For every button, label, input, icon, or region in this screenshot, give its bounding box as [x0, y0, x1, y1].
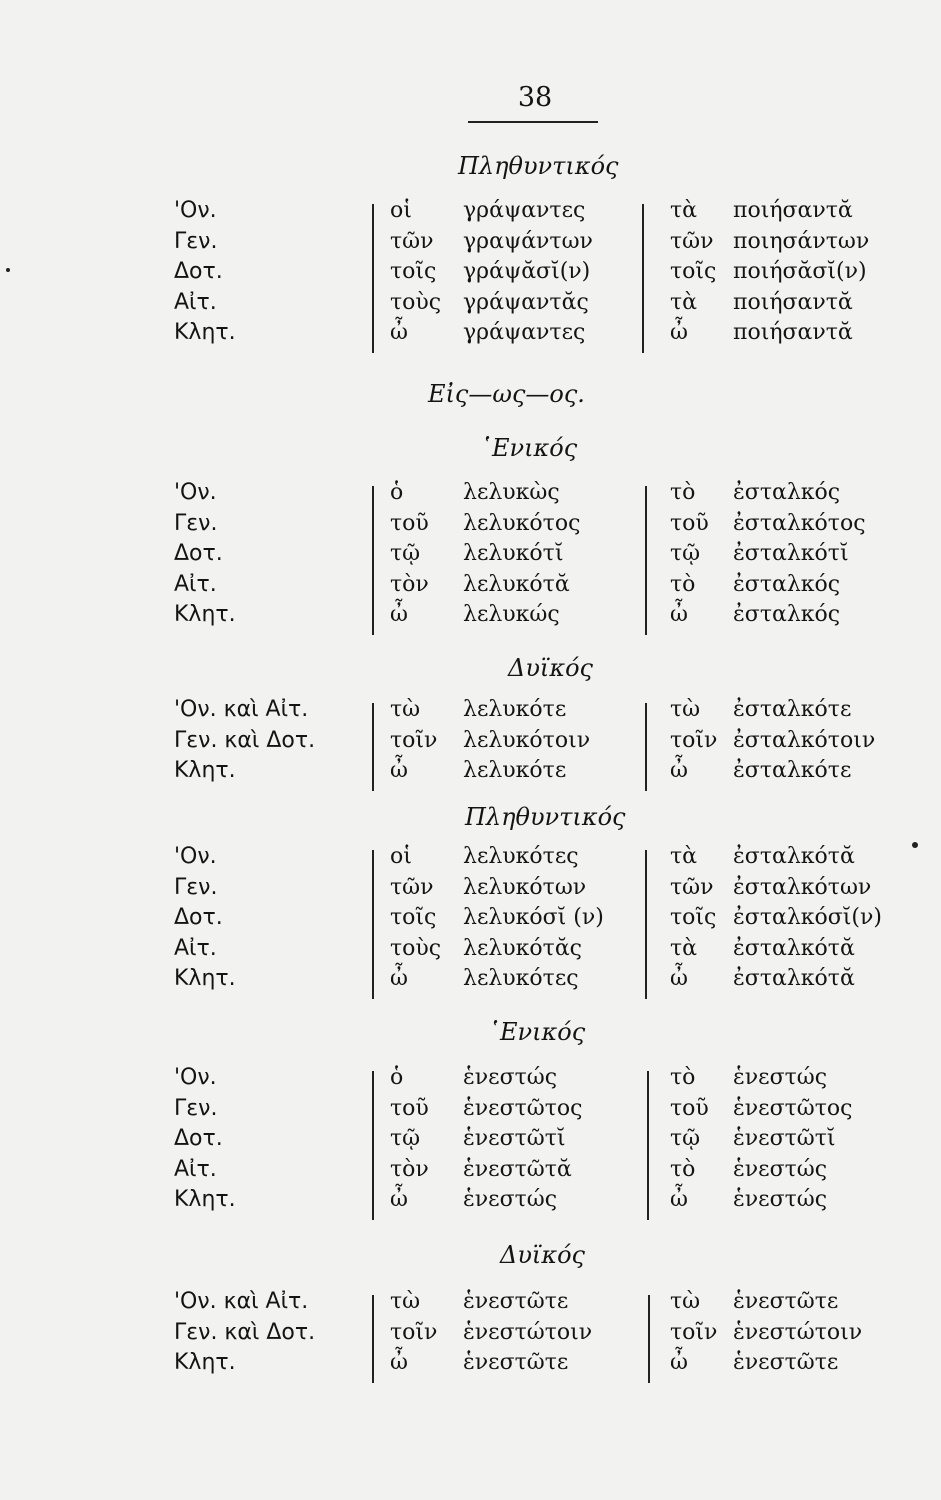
- case-label: 'Ον.: [174, 1065, 217, 1090]
- form-neut: ἐσταλκότᾰ: [733, 935, 855, 961]
- case-label: Γεν.: [174, 874, 218, 900]
- article-masc: τὸν: [390, 571, 429, 597]
- column-divider: [372, 703, 374, 791]
- section-heading: Πληθυντικός: [465, 803, 626, 831]
- table-row: [0, 905, 941, 936]
- form-masc: λελυκότες: [463, 844, 579, 869]
- case-label: 'Ον.: [174, 844, 217, 869]
- article-neut: τοῖν: [670, 1319, 718, 1345]
- article-neut: τὼ: [670, 697, 701, 722]
- article-masc: ὦ: [390, 1187, 408, 1212]
- header-rule: [468, 121, 598, 123]
- form-masc: λελυκότε: [463, 697, 567, 722]
- table-row: [0, 198, 941, 229]
- article-masc: ὦ: [390, 758, 408, 783]
- article-neut: τῷ: [670, 541, 701, 566]
- article-neut: τὸ: [670, 480, 696, 505]
- form-masc: λελυκότᾰς: [463, 935, 583, 961]
- table-row: [0, 1126, 941, 1157]
- section-heading: Δυϊκός: [508, 654, 593, 682]
- article-neut: τὸ: [670, 1156, 696, 1182]
- table-row: [0, 1187, 941, 1218]
- article-neut: ὦ: [670, 602, 688, 627]
- form-neut: ἑνεστῶτε: [733, 1350, 839, 1375]
- form-neut: ἐσταλκότε: [733, 697, 852, 722]
- form-neut: ἑνεστώς: [733, 1156, 828, 1182]
- form-masc: λελυκότοιν: [463, 727, 591, 753]
- form-masc: γράψᾰσῐ(ν): [463, 259, 591, 284]
- form-neut: ἐσταλκότᾰ: [733, 844, 855, 869]
- table-row: [0, 936, 941, 967]
- form-neut: ἐσταλκότᾰ: [733, 966, 855, 991]
- article-masc: τοῦ: [390, 510, 429, 536]
- form-neut: ἐσταλκότε: [733, 758, 852, 783]
- table-row: [0, 875, 941, 906]
- form-masc: ἑνεστώς: [463, 1187, 558, 1212]
- article-masc: ὦ: [390, 320, 408, 345]
- table-row: [0, 1350, 941, 1381]
- table-row: [0, 844, 941, 875]
- column-divider: [645, 850, 647, 999]
- column-divider: [372, 1071, 374, 1220]
- form-masc: λελυκώς: [463, 602, 560, 627]
- form-masc: γράψαντες: [463, 198, 586, 223]
- case-label: Κλητ.: [174, 966, 236, 991]
- column-divider: [645, 486, 647, 635]
- declension-table: [0, 844, 941, 997]
- form-neut: ἐσταλκός: [733, 480, 841, 505]
- article-neut: τοῖν: [670, 727, 718, 753]
- table-row: [0, 1289, 941, 1320]
- article-neut: τοῖς: [670, 905, 717, 930]
- case-label: Γεν.: [174, 1095, 218, 1121]
- form-masc: λελυκότε: [463, 758, 567, 783]
- case-label: Κλητ.: [174, 758, 236, 783]
- article-masc: τοῖς: [390, 905, 437, 930]
- form-masc: λελυκότων: [463, 874, 587, 900]
- form-masc: λελυκόσῐ (ν): [463, 905, 604, 930]
- table-row: [0, 1157, 941, 1188]
- form-neut: ἑνεστῶτος: [733, 1095, 853, 1121]
- form-masc: ἑνεστώτοιν: [463, 1319, 593, 1345]
- section-heading: Πληθυντικός: [458, 152, 619, 180]
- case-label: 'Ον.: [174, 480, 217, 505]
- table-row: [0, 728, 941, 759]
- form-masc: λελυκότες: [463, 966, 579, 991]
- case-label: Αἰτ.: [174, 935, 217, 961]
- form-neut: ἑνεστώς: [733, 1187, 828, 1212]
- form-masc: λελυκὼς: [463, 480, 560, 505]
- article-neut: τὰ: [670, 935, 698, 961]
- form-neut: ποιήσαντᾰ: [733, 289, 853, 315]
- article-masc: τὼ: [390, 697, 421, 722]
- article-neut: τὼ: [670, 1289, 701, 1314]
- article-neut: ὦ: [670, 966, 688, 991]
- ink-speck: [912, 842, 918, 848]
- form-neut: ἑνεστώς: [733, 1065, 828, 1090]
- form-neut: ἑνεστῶτε: [733, 1289, 839, 1314]
- table-row: [0, 1065, 941, 1096]
- form-masc: ἑνεστώς: [463, 1065, 558, 1090]
- column-divider: [648, 1295, 650, 1383]
- form-neut: ποιήσαντᾰ: [733, 198, 853, 223]
- article-masc: ὁ: [390, 480, 404, 505]
- form-neut: ἐσταλκός: [733, 602, 841, 627]
- article-masc: τοῖν: [390, 727, 438, 753]
- section-heading: ῾Ενικός: [480, 434, 578, 462]
- form-masc: ἑνεστῶτος: [463, 1095, 583, 1121]
- article-neut: τῶν: [670, 228, 714, 254]
- table-row: [0, 259, 941, 290]
- article-masc: ὁ: [390, 1065, 404, 1090]
- article-masc: τοῦ: [390, 1095, 429, 1121]
- form-masc: ἑνεστῶτε: [463, 1350, 569, 1375]
- article-masc: τοῖν: [390, 1319, 438, 1345]
- table-row: [0, 290, 941, 321]
- article-masc: τῷ: [390, 1126, 421, 1151]
- form-neut: ἑνεστῶτῐ: [733, 1126, 836, 1151]
- case-label: Γεν.: [174, 510, 218, 536]
- declension-table: [0, 697, 941, 789]
- case-label: Κλητ.: [174, 1350, 236, 1375]
- form-neut: ἑνεστώτοιν: [733, 1319, 863, 1345]
- article-masc: ὦ: [390, 1350, 408, 1375]
- table-row: [0, 541, 941, 572]
- article-masc: ὦ: [390, 966, 408, 991]
- article-neut: ὦ: [670, 758, 688, 783]
- table-row: [0, 697, 941, 728]
- ink-speck: [6, 268, 10, 272]
- form-masc: ἑνεστῶτᾰ: [463, 1156, 572, 1182]
- article-masc: τῶν: [390, 228, 434, 254]
- table-row: [0, 758, 941, 789]
- article-masc: τοὺς: [390, 289, 442, 315]
- form-masc: γράψαντᾰς: [463, 289, 589, 315]
- article-neut: τὰ: [670, 844, 698, 869]
- table-row: [0, 320, 941, 351]
- case-label: Αἰτ.: [174, 289, 217, 315]
- form-masc: λελυκότῐ: [463, 541, 564, 566]
- article-neut: τὸ: [670, 571, 696, 597]
- section-heading: Δυϊκός: [500, 1241, 585, 1269]
- article-masc: οἱ: [390, 198, 412, 223]
- form-masc: ἑνεστῶτε: [463, 1289, 569, 1314]
- column-divider: [645, 703, 647, 791]
- case-label: 'Ον.: [174, 198, 217, 223]
- case-label: Δοτ.: [174, 259, 223, 284]
- form-neut: ἐσταλκός: [733, 571, 841, 597]
- form-neut: ποιήσαντᾰ: [733, 320, 853, 345]
- form-masc: ἑνεστῶτῐ: [463, 1126, 566, 1151]
- article-masc: οἱ: [390, 844, 412, 869]
- article-neut: τὰ: [670, 198, 698, 223]
- table-row: [0, 511, 941, 542]
- declension-table: [0, 1065, 941, 1218]
- column-divider: [372, 850, 374, 999]
- table-row: [0, 966, 941, 997]
- form-neut: ποιησάντων: [733, 228, 870, 254]
- case-label: Δοτ.: [174, 905, 223, 930]
- table-row: [0, 480, 941, 511]
- form-neut: ἐσταλκόσῐ(ν): [733, 905, 882, 930]
- article-neut: τοῦ: [670, 510, 709, 536]
- article-masc: ὦ: [390, 602, 408, 627]
- article-masc: τοὺς: [390, 935, 442, 961]
- article-masc: τὼ: [390, 1289, 421, 1314]
- article-masc: τοῖς: [390, 259, 437, 284]
- form-masc: λελυκότος: [463, 510, 581, 536]
- form-neut: ἐσταλκότῐ: [733, 541, 849, 566]
- form-masc: γραψάντων: [463, 228, 593, 254]
- case-label: Γεν.: [174, 228, 218, 254]
- case-label: Κλητ.: [174, 1187, 236, 1212]
- form-neut: ἐσταλκότος: [733, 510, 866, 536]
- case-label: Γεν. καὶ Δοτ.: [174, 727, 316, 753]
- case-label: Κλητ.: [174, 320, 236, 345]
- column-divider: [642, 204, 644, 353]
- case-label: 'Ον. καὶ Αἰτ.: [174, 697, 309, 722]
- article-neut: ὦ: [670, 320, 688, 345]
- article-neut: τοῦ: [670, 1095, 709, 1121]
- declension-table: [0, 480, 941, 633]
- declension-table: [0, 1289, 941, 1381]
- case-label: Αἰτ.: [174, 571, 217, 597]
- article-neut: τοῖς: [670, 259, 717, 284]
- form-neut: ἐσταλκότοιν: [733, 727, 876, 753]
- article-neut: τὸ: [670, 1065, 696, 1090]
- table-row: [0, 229, 941, 260]
- column-divider: [372, 486, 374, 635]
- case-label: Δοτ.: [174, 1126, 223, 1151]
- form-neut: ἐσταλκότων: [733, 874, 872, 900]
- form-masc: γράψαντες: [463, 320, 586, 345]
- article-neut: τὰ: [670, 289, 698, 315]
- column-divider: [372, 204, 374, 353]
- declension-table: [0, 198, 941, 351]
- table-row: [0, 1096, 941, 1127]
- case-label: Κλητ.: [174, 602, 236, 627]
- article-masc: τὸν: [390, 1156, 429, 1182]
- section-heading: Εἰς—ως—ος.: [428, 380, 585, 408]
- case-label: Γεν. καὶ Δοτ.: [174, 1319, 316, 1345]
- article-masc: τῶν: [390, 874, 434, 900]
- column-divider: [372, 1295, 374, 1383]
- article-masc: τῷ: [390, 541, 421, 566]
- case-label: 'Ον. καὶ Αἰτ.: [174, 1289, 309, 1314]
- article-neut: τῷ: [670, 1126, 701, 1151]
- table-row: [0, 602, 941, 633]
- article-neut: τῶν: [670, 874, 714, 900]
- column-divider: [647, 1071, 649, 1220]
- article-neut: ὦ: [670, 1350, 688, 1375]
- section-heading: ῾Ενικός: [488, 1018, 586, 1046]
- case-label: Δοτ.: [174, 541, 223, 566]
- table-row: [0, 572, 941, 603]
- article-neut: ὦ: [670, 1187, 688, 1212]
- table-row: [0, 1320, 941, 1351]
- form-neut: ποιήσᾰσῐ(ν): [733, 259, 867, 284]
- page-number: 38: [517, 82, 553, 113]
- form-masc: λελυκότᾰ: [463, 571, 570, 597]
- case-label: Αἰτ.: [174, 1156, 217, 1182]
